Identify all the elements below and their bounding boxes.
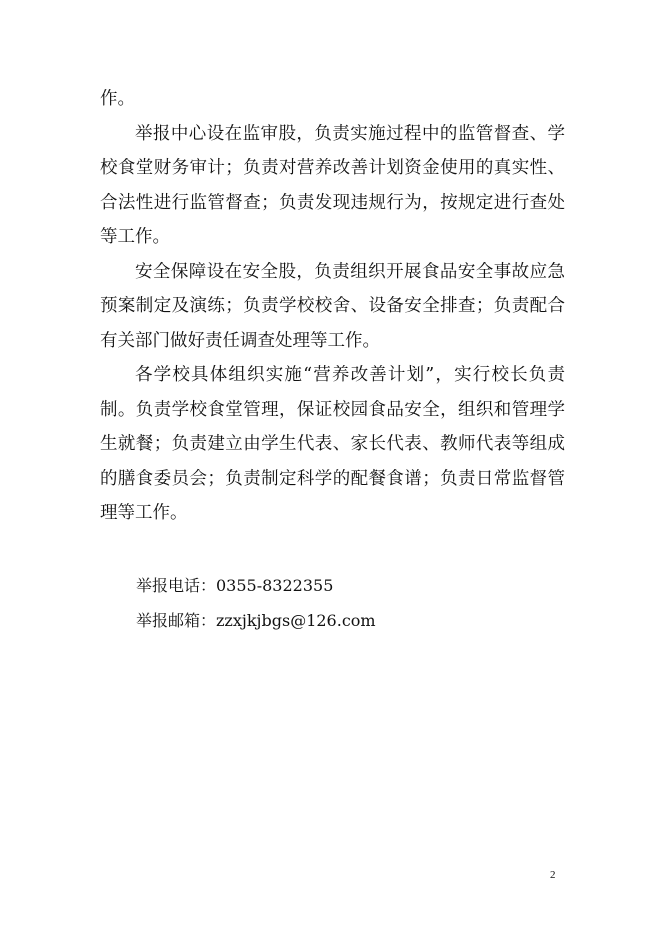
paragraph-schools: 各学校具体组织实施“营养改善计划”，实行校长负责制。负责学校食堂管理，保证校园食品安全，组织和管理学生就餐；负责建立由学生代表、家长代表、教师代表等组成的膳食委员会；负责制定科学的配餐食谱；负责日常监督管理等工作。 [100, 365, 565, 523]
page-number: 2 [550, 869, 556, 881]
body-text [100, 82, 565, 531]
paragraph-safety: 安全保障设在安全股，负责组织开展食品安全事故应急预案制定及演练；负责学校校舍、设备安全排查；负责配合有关部门做好责任调查处理等工作。 [100, 261, 565, 351]
report-phone: 举报电话：0355-8322355 [136, 576, 334, 595]
report-email: 举报邮箱：zzxjkjbgs@126.com [136, 611, 376, 630]
contact-info [136, 568, 556, 638]
paragraph-report-center: 举报中心设在监审股，负责实施过程中的监管督查、学校食堂财务审计；负责对营养改善计划资金使用的真实性、合法性进行监管督查；负责发现违规行为，按规定进行查处等工作。 [100, 123, 565, 247]
paragraph-continuation: 作。 [100, 89, 135, 109]
